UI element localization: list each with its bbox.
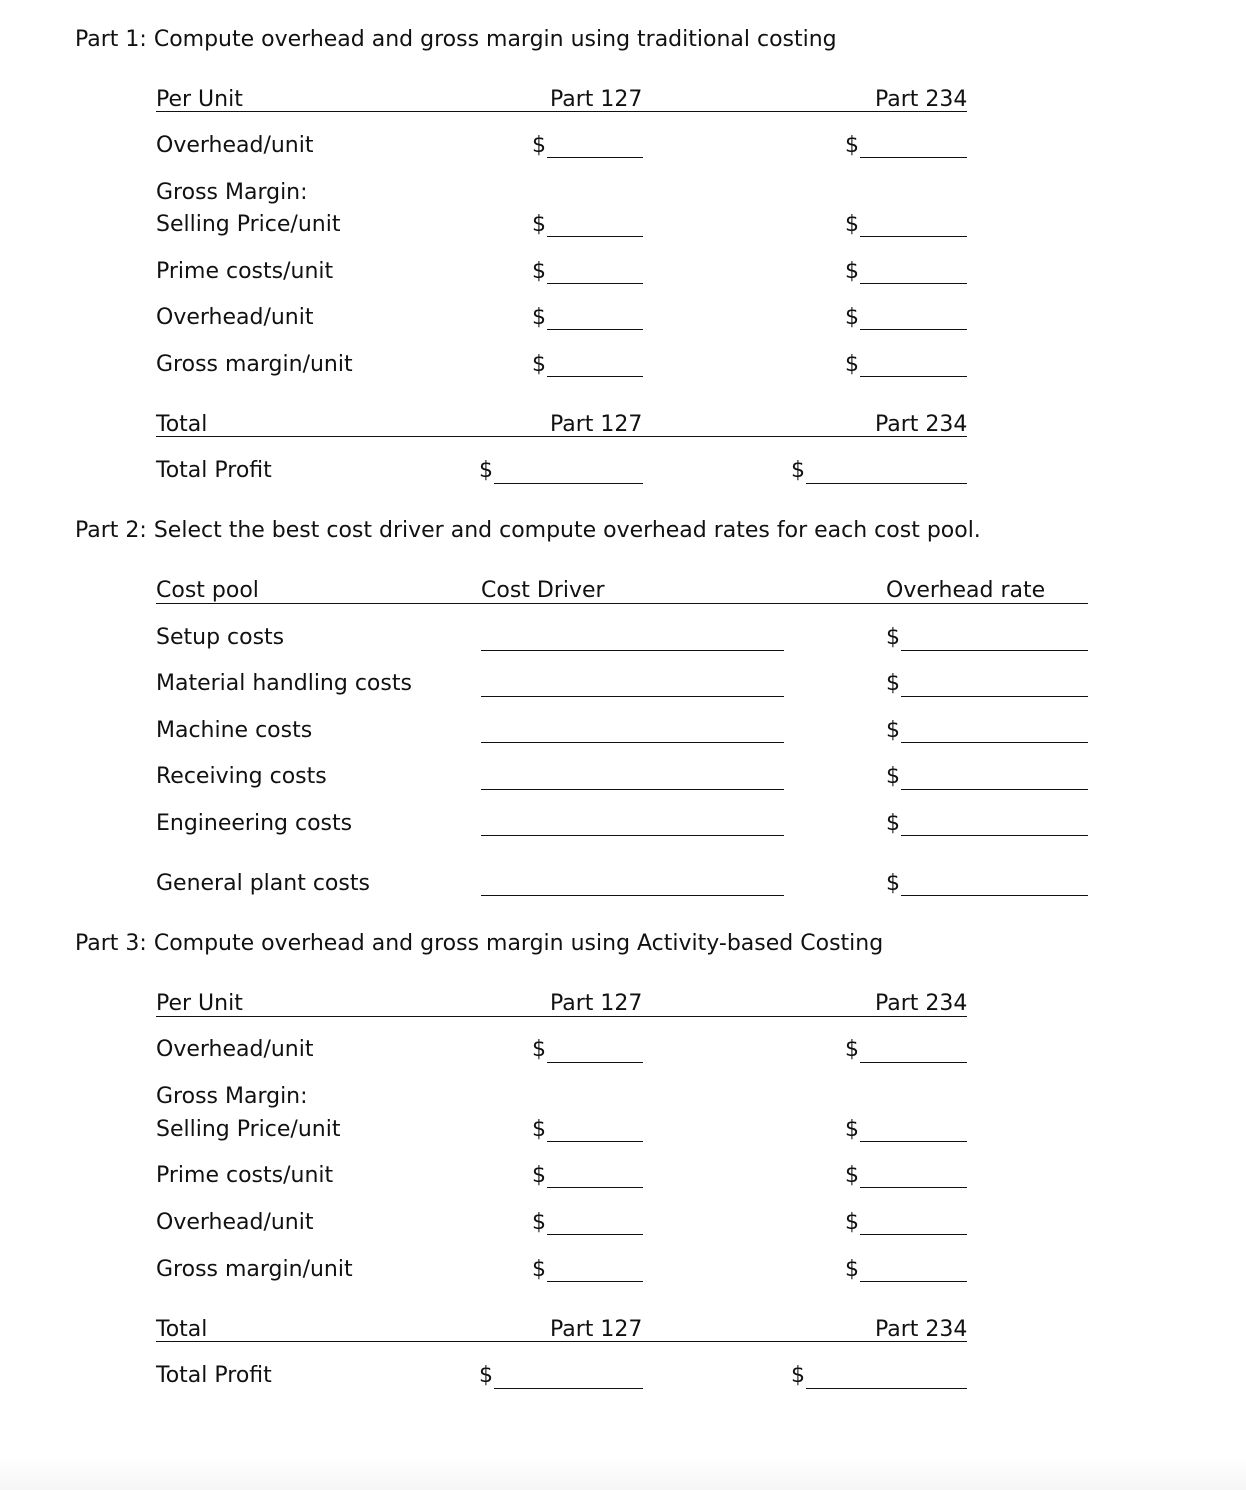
dollar-sign: $ (845, 1210, 859, 1235)
cost-pool-material-handling: Material handling costs (156, 671, 412, 696)
abc-gm-overhead-127-input[interactable] (547, 1234, 643, 1235)
total-profit-label: Total Profit (156, 1363, 272, 1388)
overhead-rate-general-plant-input[interactable] (901, 895, 1088, 896)
dollar-sign: $ (532, 212, 546, 237)
cost-driver-engineering-input[interactable] (481, 835, 784, 836)
overhead-rate-material-handling-input[interactable] (901, 696, 1088, 697)
part-127-header: Part 127 (550, 87, 643, 112)
gm-overhead-234-input[interactable] (860, 329, 967, 330)
total-header: Total (156, 412, 208, 437)
total-part-127-header: Part 127 (550, 1317, 643, 1342)
prime-costs-234-input[interactable] (860, 283, 967, 284)
cost-pool-engineering: Engineering costs (156, 811, 353, 836)
dollar-sign: $ (845, 1037, 859, 1062)
dollar-sign: $ (479, 458, 493, 483)
dollar-sign: $ (886, 811, 900, 836)
per-unit-header: Per Unit (156, 991, 243, 1016)
overhead-unit-label: Overhead/unit (156, 133, 314, 158)
dollar-sign: $ (845, 352, 859, 377)
overhead-127-input[interactable] (547, 157, 643, 158)
cost-pool-setup: Setup costs (156, 625, 285, 650)
abc-gross-margin-234-input[interactable] (860, 1281, 967, 1282)
dollar-sign: $ (791, 458, 805, 483)
dollar-sign: $ (532, 1117, 546, 1142)
total-part-234-header: Part 234 (875, 412, 968, 437)
overhead-rate-setup-input[interactable] (901, 650, 1088, 651)
total-profit-label: Total Profit (156, 458, 272, 483)
total-header: Total (156, 1317, 208, 1342)
dollar-sign: $ (845, 212, 859, 237)
header-rule (156, 111, 967, 112)
total-profit-127-input[interactable] (494, 483, 643, 484)
overhead-rate-receiving-input[interactable] (901, 789, 1088, 790)
cost-driver-setup-input[interactable] (481, 650, 784, 651)
dollar-sign: $ (886, 625, 900, 650)
abc-selling-price-234-input[interactable] (860, 1141, 967, 1142)
dollar-sign: $ (845, 305, 859, 330)
dollar-sign: $ (791, 1363, 805, 1388)
abc-total-profit-127-input[interactable] (494, 1388, 643, 1389)
total-part-234-header: Part 234 (875, 1317, 968, 1342)
dollar-sign: $ (886, 671, 900, 696)
total-part-127-header: Part 127 (550, 412, 643, 437)
dollar-sign: $ (532, 133, 546, 158)
dollar-sign: $ (845, 259, 859, 284)
dollar-sign: $ (532, 259, 546, 284)
dollar-sign: $ (532, 1257, 546, 1282)
dollar-sign: $ (532, 305, 546, 330)
part1-heading: Part 1: Compute overhead and gross margin using traditional costing (75, 27, 837, 52)
selling-price-127-input[interactable] (547, 236, 643, 237)
gm-overhead-127-input[interactable] (547, 329, 643, 330)
total-profit-234-input[interactable] (806, 483, 967, 484)
dollar-sign: $ (845, 133, 859, 158)
gross-margin-unit-label: Gross margin/unit (156, 352, 353, 377)
dollar-sign: $ (532, 1210, 546, 1235)
dollar-sign: $ (886, 718, 900, 743)
abc-prime-costs-234-input[interactable] (860, 1187, 967, 1188)
cost-pool-receiving: Receiving costs (156, 764, 327, 789)
overhead-rate-header: Overhead rate (886, 578, 1046, 603)
dollar-sign: $ (532, 352, 546, 377)
selling-price-234-input[interactable] (860, 236, 967, 237)
cost-driver-receiving-input[interactable] (481, 789, 784, 790)
header-rule (156, 1016, 967, 1017)
gross-margin-127-input[interactable] (547, 376, 643, 377)
dollar-sign: $ (845, 1117, 859, 1142)
header-rule (156, 603, 1088, 604)
part-127-header: Part 127 (550, 991, 643, 1016)
abc-total-profit-234-input[interactable] (806, 1388, 967, 1389)
overhead-234-input[interactable] (860, 157, 967, 158)
gross-margin-heading: Gross Margin: (156, 1084, 308, 1109)
dollar-sign: $ (479, 1363, 493, 1388)
abc-prime-costs-127-input[interactable] (547, 1187, 643, 1188)
cost-driver-general-plant-input[interactable] (481, 895, 784, 896)
abc-overhead-127-input[interactable] (547, 1062, 643, 1063)
overhead-rate-engineering-input[interactable] (901, 835, 1088, 836)
cost-pool-header: Cost pool (156, 578, 259, 603)
selling-price-label: Selling Price/unit (156, 1117, 341, 1142)
abc-overhead-234-input[interactable] (860, 1062, 967, 1063)
dollar-sign: $ (886, 764, 900, 789)
abc-gross-margin-127-input[interactable] (547, 1281, 643, 1282)
part3-heading: Part 3: Compute overhead and gross margin using Activity-based Costing (75, 931, 884, 956)
gross-margin-heading: Gross Margin: (156, 180, 308, 205)
cost-pool-machine: Machine costs (156, 718, 313, 743)
dollar-sign: $ (886, 871, 900, 896)
overhead-unit-label: Overhead/unit (156, 1037, 314, 1062)
dollar-sign: $ (532, 1163, 546, 1188)
prime-costs-label: Prime costs/unit (156, 1163, 334, 1188)
cost-driver-material-handling-input[interactable] (481, 696, 784, 697)
abc-selling-price-127-input[interactable] (547, 1141, 643, 1142)
dollar-sign: $ (532, 1037, 546, 1062)
cost-driver-header: Cost Driver (481, 578, 605, 603)
cost-driver-machine-input[interactable] (481, 742, 784, 743)
part-234-header: Part 234 (875, 87, 968, 112)
header-rule (156, 1341, 967, 1342)
page-bottom-edge (0, 1455, 1246, 1490)
prime-costs-label: Prime costs/unit (156, 259, 334, 284)
dollar-sign: $ (845, 1163, 859, 1188)
part2-heading: Part 2: Select the best cost driver and compute overhead rates for each cost pool. (75, 518, 981, 543)
per-unit-header: Per Unit (156, 87, 243, 112)
gross-margin-234-input[interactable] (860, 376, 967, 377)
header-rule (156, 436, 967, 437)
dollar-sign: $ (845, 1257, 859, 1282)
overhead-rate-machine-input[interactable] (901, 742, 1088, 743)
selling-price-label: Selling Price/unit (156, 212, 341, 237)
gross-margin-unit-label: Gross margin/unit (156, 1257, 353, 1282)
part-234-header: Part 234 (875, 991, 968, 1016)
overhead-unit-label-2: Overhead/unit (156, 305, 314, 330)
cost-pool-general-plant: General plant costs (156, 871, 370, 896)
prime-costs-127-input[interactable] (547, 283, 643, 284)
abc-gm-overhead-234-input[interactable] (860, 1234, 967, 1235)
overhead-unit-label-2: Overhead/unit (156, 1210, 314, 1235)
